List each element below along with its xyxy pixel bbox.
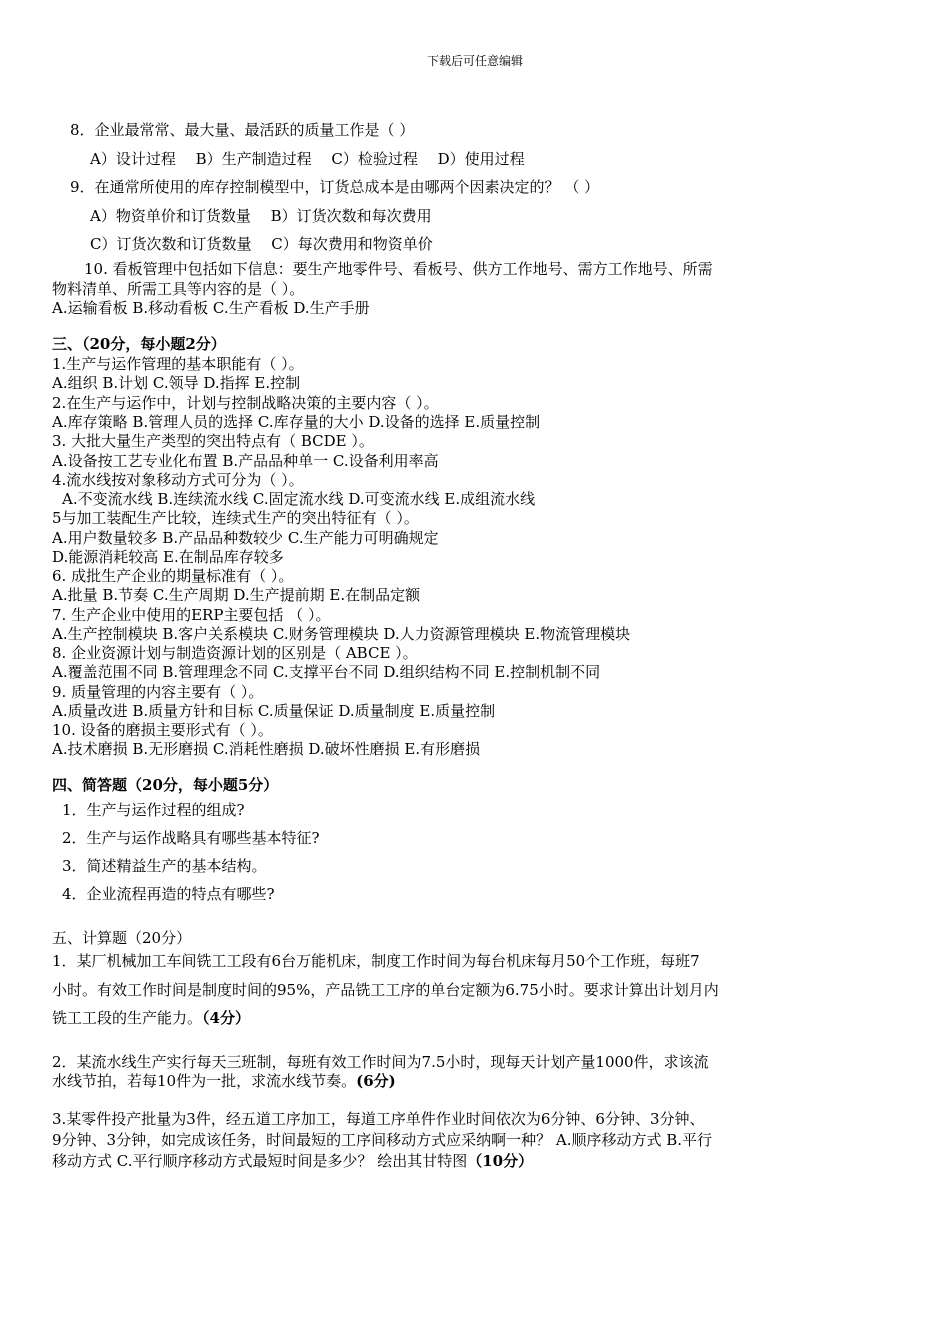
s3-q3: 3. 大批大量生产类型的突出特点有（ BCDE ）。 (52, 432, 374, 450)
s5-q1-line-1: 1．某厂机械加工车间铣工工段有6台万能机床，制度工作时间为每台机床每月50个工作班，每班7 (52, 952, 700, 970)
s4-q3: 3．简述精益生产的基本结构。 (62, 857, 267, 875)
s3-q4-options: A.不变流水线 B.连续流水线 C.固定流水线 D.可变流水线 E.成组流水线 (62, 490, 536, 508)
question-10-options: A.运输看板 B.移动看板 C.生产看板 D.生产手册 (52, 299, 370, 317)
s3-q2-options: A.库存策略 B.管理人员的选择 C.库存量的大小 D.设备的选择 E.质量控制 (52, 413, 541, 431)
s5-q3-line-3 (52, 1152, 533, 1171)
s3-q5-options-2: D.能源消耗较高 E.在制品库存较多 (52, 548, 284, 566)
question-9-options-2: C）订货次数和订货数量 C）每次费用和物资单价 (90, 235, 433, 253)
s4-q1: 1．生产与运作过程的组成? (62, 801, 245, 819)
question-9-options-1: A）物资单价和订货数量 B）订货次数和每次费用 (90, 207, 432, 225)
s5-q1-line-2: 小时。有效工作时间是制度时间的95%，产品铣工工序的单台定额为6.75小时。要求计算出计划月内 (52, 981, 719, 999)
s3-q1-options: A.组织 B.计划 C.领导 D.指挥 E.控制 (52, 374, 301, 392)
s3-q2: 2.在生产与运作中，计划与控制战略决策的主要内容（ ）。 (52, 394, 439, 412)
s3-q10-options: A.技术磨损 B.无形磨损 C.消耗性磨损 D.破坏性磨损 E.有形磨损 (52, 740, 481, 758)
s5-q1-score: （4分） (202, 1009, 250, 1027)
section-5-heading: 五、计算题（20分） (52, 929, 192, 947)
section-4-heading: 四、简答题（20分，每小题5分） (52, 776, 279, 794)
question-8-options: A）设计过程 B）生产制造过程 C）检验过程 D）使用过程 (90, 150, 525, 168)
s3-q3-options: A.设备按工艺专业化布置 B.产品品种单一 C.设备利用率高 (52, 452, 439, 470)
s3-q9: 9. 质量管理的内容主要有（ ）。 (52, 683, 264, 701)
s3-q1: 1.生产与运作管理的基本职能有（ ）。 (52, 355, 304, 373)
s3-q4: 4.流水线按对象移动方式可分为（ ）。 (52, 471, 304, 489)
section-3-heading: 三、（20分，每小题2分） (52, 335, 226, 353)
s5-q3-text: 移动方式 C.平行顺序移动方式最短时间是多少？ 绘出其甘特图 (52, 1152, 468, 1170)
s3-q8-options: A.覆盖范围不同 B.管理理念不同 C.支撑平台不同 D.组织结构不同 E.控制机制不同 (52, 663, 601, 681)
s3-q7-options: A.生产控制模块 B.客户关系模块 C.财务管理模块 D.人力资源管理模块 E.物流管理模块 (52, 625, 631, 643)
s5-q1-line-3 (52, 1009, 250, 1028)
s5-q2-line-2 (52, 1072, 396, 1091)
s3-q6-options: A.批量 B.节奏 C.生产周期 D.生产提前期 E.在制品定额 (52, 586, 421, 604)
s5-q3-line-1: 3.某零件投产批量为3件，经五道工序加工，每道工序单件作业时间依次为6分钟、6分钟、3分钟、 (52, 1110, 705, 1128)
page-header: 下载后可任意编辑 (426, 54, 523, 68)
s3-q8: 8. 企业资源计划与制造资源计划的区别是（ ABCE ）。 (52, 644, 418, 662)
s5-q1-text: 铣工工段的生产能力。 (52, 1009, 203, 1027)
question-10-line-1: 10. 看板管理中包括如下信息：要生产地零件号、看板号、供方工作地号、需方工作地号、所需 (84, 260, 713, 278)
s3-q6: 6. 成批生产企业的期量标准有（ ）。 (52, 567, 294, 585)
s4-q4: 4．企业流程再造的特点有哪些? (62, 885, 275, 903)
s3-q7: 7. 生产企业中使用的ERP主要包括 （ ）。 (52, 606, 331, 624)
question-9: 9．在通常所使用的库存控制模型中，订货总成本是由哪两个因素决定的？ （ ） (70, 178, 600, 196)
s3-q10: 10. 设备的磨损主要形式有（ ）。 (52, 721, 273, 739)
s5-q2-score: (6分) (356, 1072, 396, 1090)
s3-q5: 5与加工装配生产比较，连续式生产的突出特征有（ ）。 (52, 509, 419, 527)
s3-q5-options-1: A.用户数量较多 B.产品品种数较少 C.生产能力可明确规定 (52, 529, 439, 547)
s5-q3-score: （10分） (467, 1152, 534, 1170)
s4-q2: 2．生产与运作战略具有哪些基本特征? (62, 829, 320, 847)
s3-q9-options: A.质量改进 B.质量方针和目标 C.质量保证 D.质量制度 E.质量控制 (52, 702, 496, 720)
s5-q3-line-2: 9分钟、3分钟，如完成该任务，时间最短的工序间移动方式应采纳啊一种？ A.顺序移动方式 B.平行 (52, 1131, 713, 1149)
question-8: 8．企业最常常、最大量、最活跃的质量工作是（ ） (70, 121, 415, 139)
s5-q2-text: 水线节拍，若每10件为一批，求流水线节奏。 (52, 1072, 357, 1090)
s5-q2-line-1: 2．某流水线生产实行每天三班制，每班有效工作时间为7.5小时，现每天计划产量1000件，求该流 (52, 1053, 709, 1071)
question-10-line-2: 物料清单、所需工具等内容的是（ ）。 (52, 280, 305, 298)
